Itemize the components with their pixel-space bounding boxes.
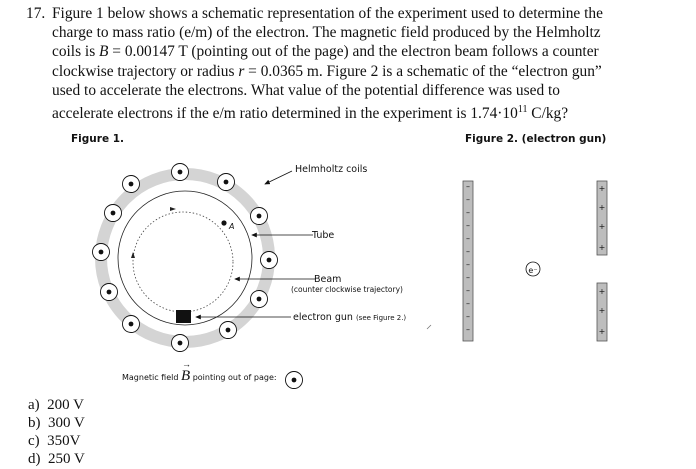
electron-gun-label: electron gun (see Figure 2.) — [293, 312, 407, 323]
helmholtz-coils-label: Helmholtz coils — [295, 164, 368, 175]
legend-field-dot-icon — [286, 372, 303, 389]
svg-text:+: + — [598, 327, 606, 336]
beam-label: Beam — [314, 274, 342, 285]
svg-text:+: + — [598, 222, 606, 231]
figure2-title: Figure 2. (electron gun) — [465, 133, 607, 145]
electron-label: e⁻ — [528, 266, 538, 275]
svg-text:+: + — [598, 184, 606, 193]
svg-text:–: – — [466, 182, 470, 191]
field-dot-5 — [251, 208, 268, 225]
svg-text:–: – — [466, 273, 470, 282]
field-dot-2 — [172, 164, 189, 181]
answer-list — [28, 396, 85, 468]
answer-a: a) 200 V — [28, 397, 84, 413]
answer-b: b) 300 V — [28, 415, 85, 431]
tube-label: Tube — [312, 230, 335, 241]
trajectory-arrow-top — [170, 207, 176, 211]
magnetic-field-legend: Magnetic field B → pointing out of page: — [122, 359, 277, 384]
field-dot-11 — [220, 322, 237, 339]
svg-text:–: – — [466, 234, 470, 243]
svg-text:+: + — [598, 287, 606, 296]
stray-mark — [427, 325, 431, 329]
field-dot-9 — [251, 291, 268, 308]
figure1-title: Figure 1. — [71, 133, 125, 145]
tube-circle — [118, 191, 252, 325]
question-line-1: Figure 1 below shows a schematic representation of the experiment used to determine the — [52, 5, 603, 22]
field-dot-8 — [101, 284, 118, 301]
svg-text:–: – — [466, 312, 470, 321]
svg-text:+: + — [598, 203, 606, 212]
question-line-4: clockwise trajectory or radius r = 0.0365 m. Figure 2 is a schematic of the “electron gun” — [52, 62, 602, 80]
question-line-2: charge to mass ratio (e/m) of the electron. The magnetic field produced by the Helmholtz — [52, 24, 601, 42]
field-dot-6 — [93, 244, 110, 261]
positive-plate-bottom-signs — [599, 287, 606, 336]
field-dot-10 — [123, 316, 140, 333]
svg-text:–: – — [466, 260, 470, 269]
svg-text:–: – — [466, 208, 470, 217]
question-line-6: accelerate electrons if the e/m ratio determined in the experiment is $1.74\cdot 10^{11}$ C/kg? — [52, 104, 569, 123]
field-dot-1 — [123, 176, 140, 193]
svg-text:–: – — [466, 286, 470, 295]
field-dot-3 — [218, 174, 235, 191]
beam-trajectory — [133, 212, 233, 312]
answer-c: c) 350V — [28, 433, 81, 449]
svg-text:–: – — [466, 325, 470, 334]
question-line-3: coils is B = 0.00147 T (pointing out of the page) and the electron beam follows a counter — [52, 43, 599, 61]
svg-text:+: + — [598, 243, 606, 252]
helmholtz-callout — [265, 171, 292, 184]
trajectory-arrow-left — [131, 252, 135, 258]
question-line-5: used to accelerate the electrons. What value of the potential difference was used to — [52, 81, 560, 99]
svg-text:–: – — [466, 195, 470, 204]
svg-text:–: – — [466, 247, 470, 256]
svg-text:–: – — [466, 221, 470, 230]
answer-d: d) 250 V — [28, 451, 85, 467]
field-dot-4 — [105, 205, 122, 222]
point-a-marker — [221, 220, 226, 225]
question-number: 17. — [26, 5, 46, 22]
point-a-label: A — [229, 222, 235, 231]
field-dot-7 — [261, 252, 278, 269]
svg-text:–: – — [466, 299, 470, 308]
beam-sublabel: (counter clockwise trajectory) — [291, 285, 403, 294]
svg-text:+: + — [598, 306, 606, 315]
electron-gun-block — [176, 310, 191, 323]
field-dot-12 — [172, 335, 189, 352]
